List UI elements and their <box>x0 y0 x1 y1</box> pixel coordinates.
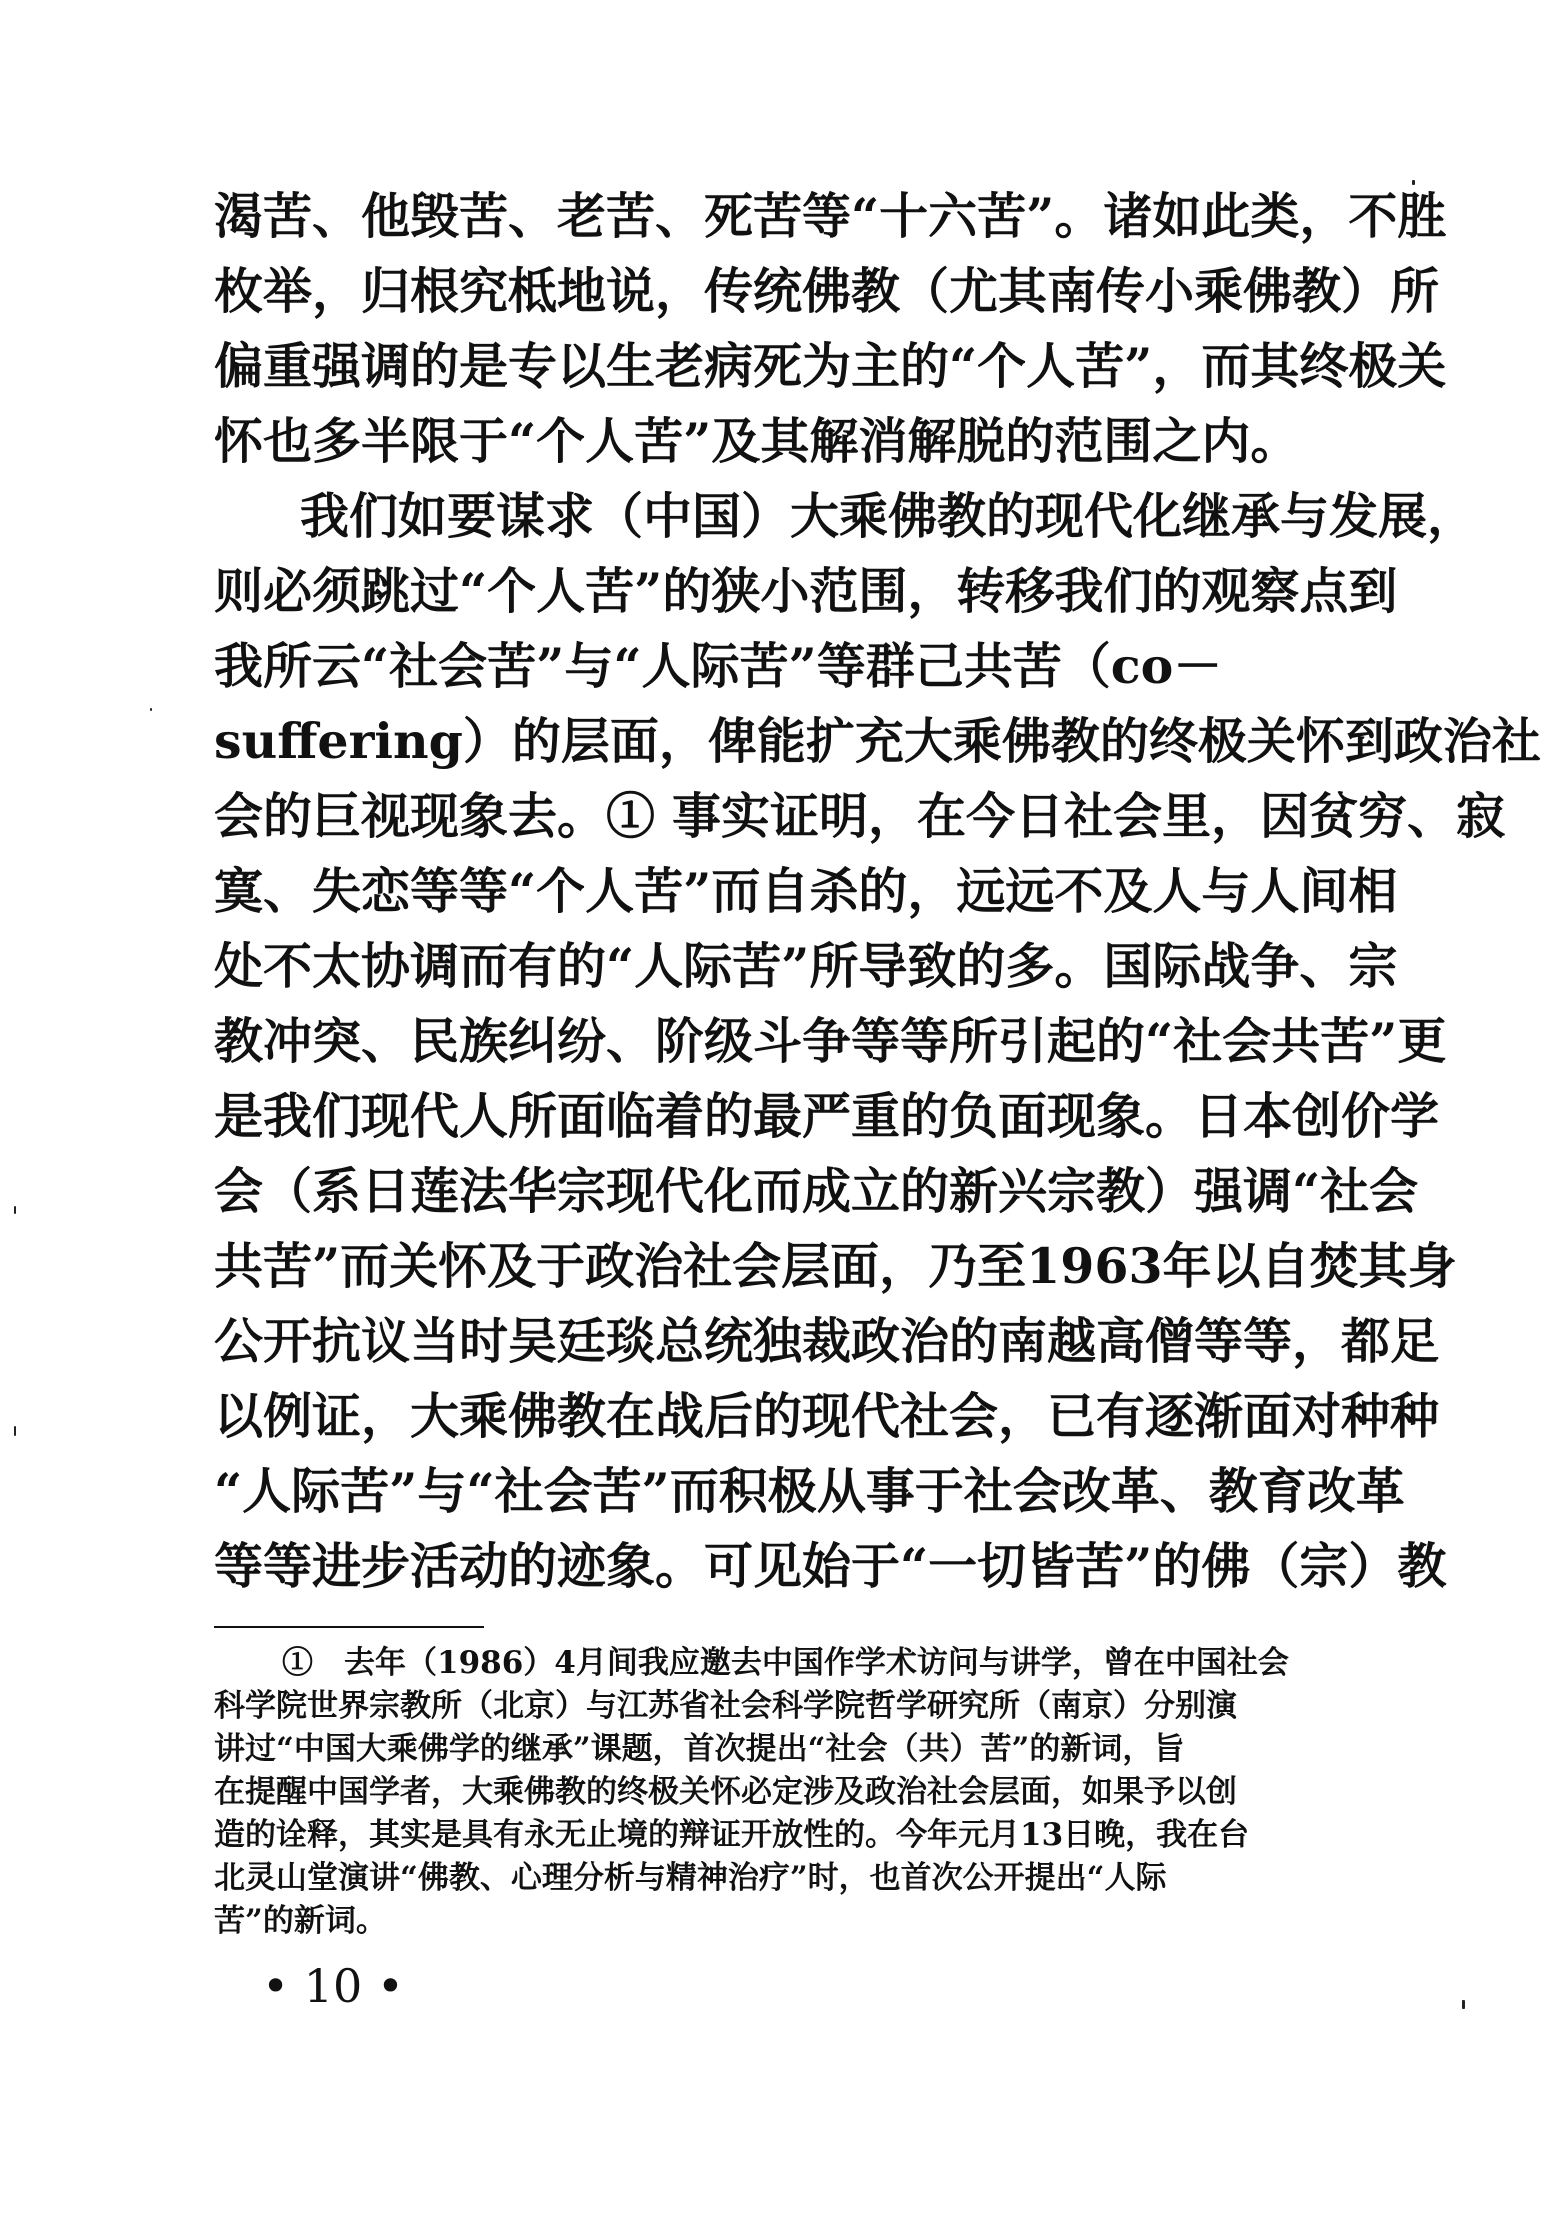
page-number: • 10 • <box>262 1959 405 2013</box>
body-line: 怀也多半限于“个人苦”及其解消解脱的范围之内。 <box>214 412 1300 470</box>
scan-speck <box>14 1206 16 1214</box>
body-line: 我们如要谋求（中国）大乘佛教的现代化继承与发展， <box>300 487 1477 545</box>
body-line: 以例证，大乘佛教在战后的现代社会，已有逐渐面对种种 <box>214 1387 1440 1445</box>
body-line: 则必须跳过“个人苦”的狭小范围，转移我们的观察点到 <box>214 562 1398 620</box>
scan-speck <box>1412 180 1415 185</box>
body-line: “人际苦”与“社会苦”而积极从事于社会改革、教育改革 <box>214 1462 1405 1520</box>
footnote-line: 在提醒中国学者，大乘佛教的终极关怀必定涉及政治社会层面，如果予以创 <box>214 1774 1237 1810</box>
body-line: 会（系日莲法华宗现代化而成立的新兴宗教）强调“社会 <box>214 1162 1419 1220</box>
body-line: 偏重强调的是专以生老病死为主的“个人苦”，而其终极关 <box>214 337 1447 395</box>
body-line: 我所云“社会苦”与“人际苦”等群己共苦（co－ <box>214 637 1223 695</box>
footnote-line: 造的诠释，其实是具有永无止境的辩证开放性的。今年元月13日晚，我在台 <box>214 1817 1250 1853</box>
footnote-line: 北灵山堂演讲“佛教、心理分析与精神治疗”时，也首次公开提出“人际 <box>214 1860 1167 1896</box>
body-line: 会的巨视现象去。① 事实证明，在今日社会里，因贫穷、寂 <box>214 787 1506 845</box>
footnote-line: 苦”的新词。 <box>214 1903 387 1939</box>
body-line: 是我们现代人所面临着的最严重的负面现象。日本创价学 <box>214 1087 1440 1145</box>
scan-speck <box>1462 2000 1465 2009</box>
body-line: 寞、失恋等等“个人苦”而自杀的，远远不及人与人间相 <box>214 862 1398 920</box>
scan-speck <box>150 708 152 711</box>
body-line: 枚举，归根究柢地说，传统佛教（尤其南传小乘佛教）所 <box>214 262 1440 320</box>
body-line: 教冲突、民族纠纷、阶级斗争等等所引起的“社会共苦”更 <box>214 1012 1447 1070</box>
body-line: 渴苦、他毁苦、老苦、死苦等“十六苦”。诸如此类，不胜 <box>214 187 1447 245</box>
footnote-line: 讲过“中国大乘佛学的继承”课题，首次提出“社会（共）苦”的新词，旨 <box>214 1731 1185 1767</box>
footnote-rule <box>214 1626 484 1628</box>
footnote-line: 科学院世界宗教所（北京）与江苏省社会科学院哲学研究所（南京）分别演 <box>214 1688 1237 1724</box>
body-line: 等等进步活动的迹象。可见始于“一切皆苦”的佛（宗）教 <box>214 1537 1447 1595</box>
scan-speck <box>14 1426 16 1436</box>
footnote-line: ① 去年（1986）4月间我应邀去中国作学术访问与讲学，曾在中国社会 <box>282 1645 1289 1681</box>
body-line: suffering）的层面，俾能扩充大乘佛教的终极关怀到政治社 <box>214 712 1541 770</box>
body-line: 处不太协调而有的“人际苦”所导致的多。国际战争、宗 <box>214 937 1398 995</box>
body-line: 共苦”而关怀及于政治社会层面，乃至1963年以自焚其身 <box>214 1237 1457 1295</box>
body-line: 公开抗议当时吴廷琰总统独裁政治的南越高僧等等，都足 <box>214 1312 1440 1370</box>
